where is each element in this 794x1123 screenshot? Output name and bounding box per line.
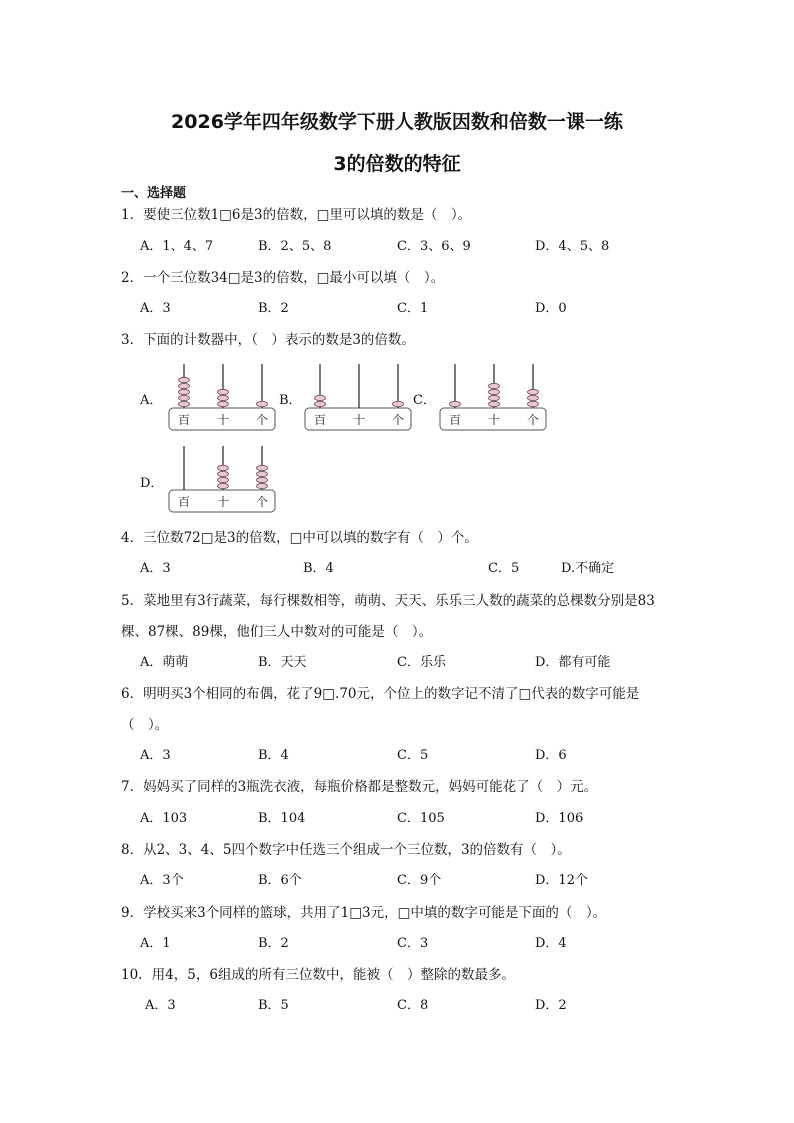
place-label: 百: [448, 413, 462, 427]
abacus-bead: [257, 483, 268, 488]
abacus-bead: [179, 383, 190, 388]
abacus-bead: [393, 401, 404, 406]
abacus-bead: [315, 395, 326, 400]
option-b[interactable]: B．104: [258, 811, 306, 826]
abacus-bead: [179, 401, 190, 406]
abacus-bead: [218, 395, 229, 400]
option-c[interactable]: C．5: [397, 748, 429, 763]
question-7: 7．妈妈买了同样的3瓶洗衣液，每瓶价格都是整数元，妈妈可能花了（ ）元。: [121, 779, 598, 795]
abacus-bead: [257, 471, 268, 476]
option-b[interactable]: B．5: [258, 998, 289, 1013]
abacus-bead: [218, 483, 229, 488]
page-title: 2026学年四年级数学下册人教版因数和倍数一课一练: [171, 111, 623, 133]
question-2: 2．一个三位数34□是3的倍数，□最小可以填（ ）。: [121, 270, 445, 286]
option-a[interactable]: A．103: [140, 811, 188, 826]
question-10: 10．用4，5，6组成的所有三位数中，能被（ ）整除的数最多。: [121, 967, 515, 983]
option-c[interactable]: C．3: [397, 936, 429, 951]
option-b[interactable]: B．2: [258, 936, 289, 951]
option-a[interactable]: A．3: [140, 301, 171, 316]
place-label: 十: [216, 495, 230, 509]
options-9: [140, 934, 700, 954]
option-a[interactable]: A．1: [140, 936, 171, 951]
abacus-bead: [218, 401, 229, 406]
question-1: 1．要使三位数1□6是3的倍数，□里可以填的数是（ ）。: [121, 207, 472, 223]
option-d[interactable]: D．106: [535, 811, 584, 826]
place-label: 个: [255, 495, 269, 509]
place-label: 十: [487, 413, 501, 427]
option-b[interactable]: B．2: [258, 301, 289, 316]
abacus-d[interactable]: [168, 444, 278, 516]
option-d[interactable]: D．0: [535, 301, 567, 316]
abacus-bead: [218, 477, 229, 482]
options-5: [140, 653, 700, 673]
abacus-label-a[interactable]: A．: [140, 393, 163, 408]
option-c[interactable]: C．8: [397, 998, 429, 1013]
abacus-bead: [528, 389, 539, 394]
option-b[interactable]: B．4: [258, 748, 289, 763]
option-c[interactable]: C．9个: [397, 873, 442, 888]
option-d[interactable]: D.不确定: [561, 561, 615, 576]
abacus-bead: [179, 389, 190, 394]
question-9: 9．学校买来3个同样的篮球，共用了1□3元，□中填的数字可能是下面的（ ）。: [121, 905, 607, 921]
options-7: [140, 809, 700, 829]
place-label: 十: [352, 413, 366, 427]
option-a[interactable]: A．3: [140, 748, 171, 763]
abacus-bead: [489, 383, 500, 388]
option-b[interactable]: B．6个: [258, 873, 302, 888]
place-label: 个: [526, 413, 540, 427]
abacus-bead: [315, 401, 326, 406]
abacus-bead: [489, 389, 500, 394]
option-a[interactable]: A．3个: [140, 873, 184, 888]
place-label: 百: [177, 495, 191, 509]
options-10: [145, 996, 705, 1016]
abacus-bead: [528, 395, 539, 400]
abacus-b[interactable]: [304, 362, 414, 434]
question-4: 4．三位数72□是3的倍数，□中可以填的数字有（ ）个。: [121, 530, 478, 546]
option-a[interactable]: A．1、4、7: [140, 239, 214, 254]
abacus-bead: [218, 471, 229, 476]
options-2: [140, 299, 700, 319]
abacus-a[interactable]: [168, 362, 278, 434]
option-d[interactable]: D．12个: [535, 873, 588, 888]
question-3: 3．下面的计数器中，（ ）表示的数是3的倍数。: [121, 332, 415, 348]
option-c[interactable]: C．乐乐: [397, 655, 446, 670]
options-6: [140, 746, 700, 766]
option-a[interactable]: A．3: [140, 561, 171, 576]
option-b[interactable]: B．2、5、8: [258, 239, 332, 254]
abacus-bead: [257, 401, 268, 406]
option-d[interactable]: D．4: [535, 936, 567, 951]
place-label: 个: [391, 413, 405, 427]
option-a[interactable]: A．萌萌: [140, 655, 189, 670]
place-label: 百: [177, 413, 191, 427]
place-label: 十: [216, 413, 230, 427]
abacus-bead: [489, 401, 500, 406]
abacus-bead: [257, 465, 268, 470]
abacus-label-d[interactable]: D．: [140, 476, 164, 491]
option-d[interactable]: D．6: [535, 748, 567, 763]
question-5: 5．菜地里有3行蔬菜，每行棵数相等，萌萌、天天、乐乐三人数的蔬菜的总棵数分别是83: [121, 593, 655, 609]
abacus-bead: [218, 465, 229, 470]
question-5-cont: 棵、87棵、89棵，他们三人中数对的可能是（ ）。: [121, 624, 433, 640]
option-b[interactable]: B．4: [303, 561, 334, 576]
abacus-bead: [257, 477, 268, 482]
option-b[interactable]: B．天天: [258, 655, 307, 670]
abacus-bead: [528, 401, 539, 406]
question-8: 8．从2、3、4、5四个数字中任选三个组成一个三位数，3的倍数有（ ）。: [121, 842, 571, 858]
abacus-c[interactable]: [439, 362, 549, 434]
options-1: [140, 237, 700, 257]
option-c[interactable]: C．5: [488, 561, 520, 576]
place-label: 个: [255, 413, 269, 427]
abacus-label-b[interactable]: B．: [279, 393, 302, 408]
place-label: 百: [313, 413, 327, 427]
question-6-cont: （ ）。: [121, 717, 169, 733]
abacus-bead: [450, 401, 461, 406]
option-c[interactable]: C．3、6、9: [397, 239, 471, 254]
option-d[interactable]: D．2: [535, 998, 567, 1013]
options-4: [140, 559, 700, 579]
abacus-bead: [179, 395, 190, 400]
page-subtitle: 3的倍数的特征: [333, 153, 461, 175]
abacus-bead: [218, 389, 229, 394]
option-c[interactable]: C．105: [397, 811, 445, 826]
option-d[interactable]: D．4、5、8: [535, 239, 610, 254]
option-d[interactable]: D．都有可能: [535, 655, 611, 670]
option-c[interactable]: C．1: [397, 301, 429, 316]
abacus-label-c[interactable]: C．: [413, 393, 436, 408]
abacus-bead: [489, 395, 500, 400]
question-6: 6．明明买3个相同的布偶，花了9□.70元，个位上的数字记不清了□代表的数字可能是: [121, 686, 640, 702]
option-a[interactable]: A．3: [145, 998, 176, 1013]
options-8: [140, 871, 700, 891]
abacus-bead: [179, 377, 190, 382]
section-heading: 一、选择题: [121, 186, 187, 201]
